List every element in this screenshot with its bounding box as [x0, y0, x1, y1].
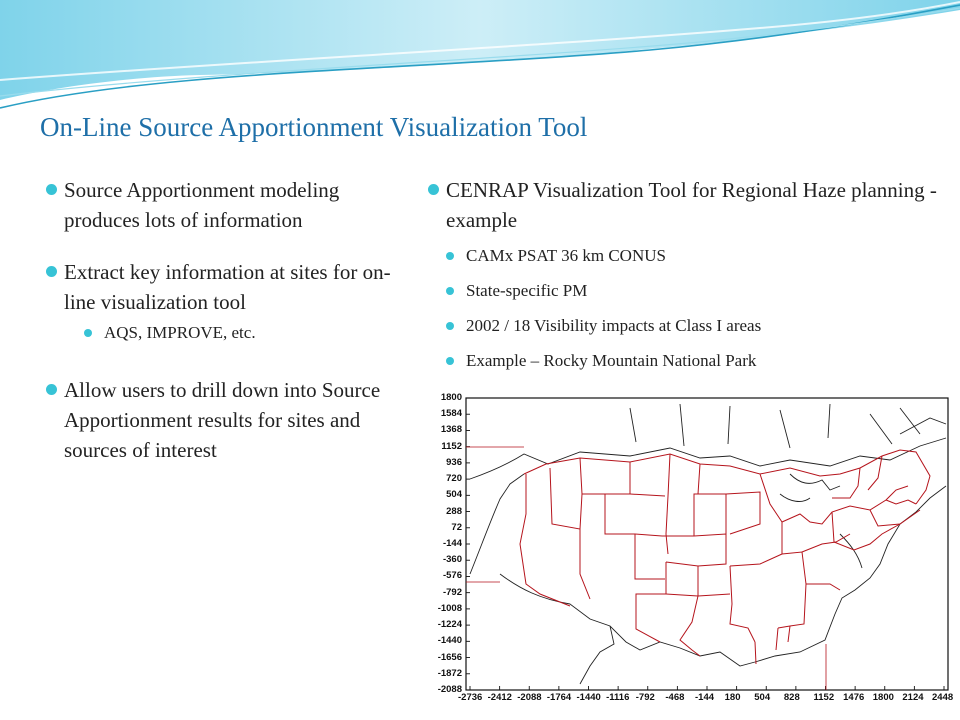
x-tick-label: 2124: [902, 692, 924, 703]
y-tick-label: 72: [451, 521, 462, 533]
x-tick-label: -1764: [546, 692, 572, 703]
x-tick-label: 1800: [872, 692, 894, 703]
x-tick-label: 504: [754, 692, 771, 703]
sub-bullet-item: 2002 / 18 Visibility impacts at Class I areas: [446, 314, 955, 338]
sub-bullet-item: Example – Rocky Mountain National Park: [446, 349, 955, 373]
y-tick-label: -360: [442, 554, 462, 566]
bullet-item: Allow users to drill down into Source Apportionment results for sites and sources of interest: [46, 375, 406, 465]
x-tick-label: -468: [665, 692, 685, 703]
y-tick-label: -144: [442, 538, 462, 549]
y-tick-label: -2088: [437, 684, 462, 695]
y-tick-label: 1584: [440, 408, 462, 420]
x-tick-label: -2736: [458, 692, 483, 703]
y-tick-label: 936: [446, 456, 462, 468]
x-tick-label: -144: [695, 692, 715, 703]
x-tick-label: -2412: [487, 692, 512, 703]
y-tick-label: -792: [442, 586, 462, 598]
x-axis-labels: [430, 692, 954, 706]
y-tick-label: 288: [446, 505, 462, 517]
y-tick-label: -1440: [437, 635, 462, 647]
x-tick-label: 1152: [813, 692, 835, 703]
slide-title: On-Line Source Apportionment Visualization Tool: [40, 112, 588, 142]
sub-bullet-item: AQS, IMPROVE, etc.: [84, 321, 406, 345]
bullet-item: Source Apportionment modeling produces lots of information: [46, 175, 406, 235]
y-tick-label: 1800: [440, 392, 462, 403]
y-tick-label: 720: [446, 473, 462, 485]
bullet-item: Extract key information at sites for on-line visualization tool: [46, 257, 406, 317]
map-figure: [430, 394, 950, 708]
y-tick-label: 504: [446, 489, 462, 501]
x-tick-label: 180: [724, 692, 741, 703]
x-tick-label: 1476: [843, 692, 865, 703]
x-tick-label: -1440: [576, 692, 601, 703]
y-tick-label: -1008: [437, 602, 462, 614]
sub-bullet-item: State-specific PM: [446, 279, 955, 303]
x-tick-label: -2088: [517, 692, 542, 703]
y-tick-label: -1224: [437, 619, 462, 631]
conus-domain-map: [430, 392, 954, 708]
y-tick-label: 1368: [440, 424, 462, 436]
y-tick-label: 1152: [441, 440, 462, 452]
x-tick-label: -792: [635, 692, 655, 703]
bullet-item: CENRAP Visualization Tool for Regional Haze planning - example: [428, 175, 955, 235]
x-tick-label: 828: [783, 692, 800, 703]
x-tick-label: 2448: [932, 692, 954, 703]
left-bullet-column: [46, 175, 406, 465]
x-tick-label: -1116: [606, 692, 630, 703]
y-tick-label: -1656: [437, 651, 462, 663]
y-tick-label: -1872: [437, 667, 462, 679]
right-bullet-column: [410, 175, 955, 373]
header-wave-decoration: [0, 0, 960, 120]
sub-bullet-item: CAMx PSAT 36 km CONUS: [446, 244, 955, 268]
y-tick-label: -576: [442, 570, 462, 582]
